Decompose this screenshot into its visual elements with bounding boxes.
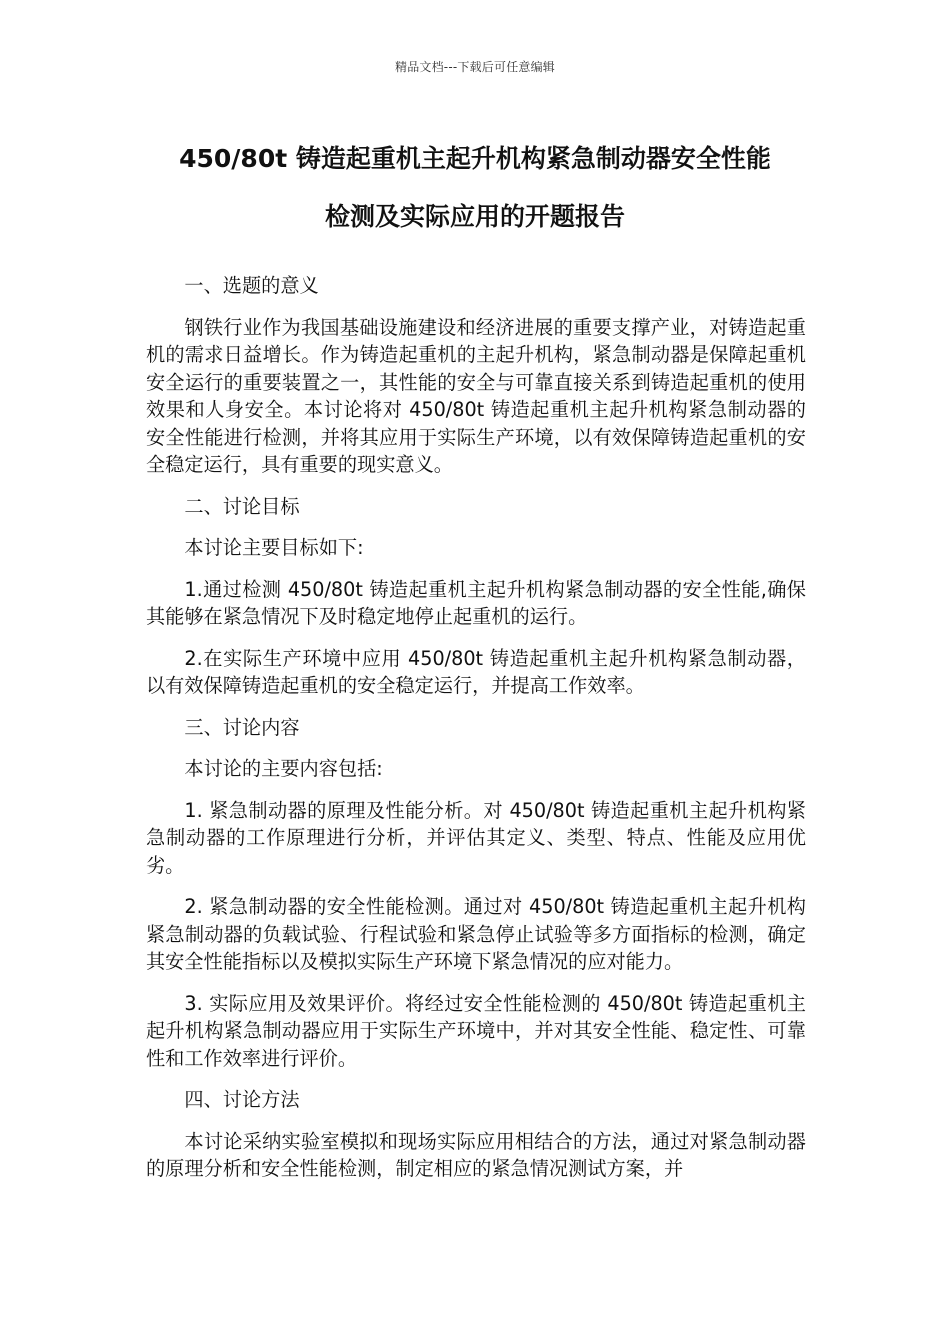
document-title-line-1: 450/80t 铸造起重机主起升机构紧急制动器安全性能 <box>179 144 771 173</box>
document-title-line-2: 检测及实际应用的开题报告 <box>324 202 625 231</box>
document-body <box>146 272 806 1197</box>
section-4-heading: 四、讨论方法 <box>184 1088 300 1111</box>
section-3-intro: 本讨论的主要内容包括: <box>184 757 383 780</box>
section-2-intro: 本讨论主要目标如下: <box>184 536 364 559</box>
section-3-item-3: 3. 实际应用及效果评价。将经过安全性能检测的 450/80t 铸造起重机主起升机构紧急制动器应用于实际生产环境中，并对其安全性能、稳定性、可靠性和工作效率进行评价。 <box>146 991 806 1070</box>
section-1-heading: 一、选题的意义 <box>184 274 319 297</box>
page-header: 精品文档---下载后可任意编辑 <box>395 60 555 74</box>
section-2-item-1: 1.通过检测 450/80t 铸造起重机主起升机构紧急制动器的安全性能,确保其能够在紧急情况下及时稳定地停止起重机的运行。 <box>146 577 806 628</box>
section-2-item-2: 2.在实际生产环境中应用 450/80t 铸造起重机主起升机构紧急制动器，以有效保障铸造起重机的安全稳定运行，并提高工作效率。 <box>146 646 806 697</box>
section-2-heading: 二、讨论目标 <box>184 494 300 518</box>
section-3-heading: 三、讨论内容 <box>184 715 300 739</box>
section-3-item-2: 2. 紧急制动器的安全性能检测。通过对 450/80t 铸造起重机主起升机构紧急制动器的负载试验、行程试验和紧急停止试验等多方面指标的检测，确定其安全性能指标以及模拟实际生产环境下紧急情况的应对能力。 <box>146 895 806 973</box>
section-3-item-1: 1. 紧急制动器的原理及性能分析。对 450/80t 铸造起重机主起升机构紧急制动器的工作原理进行分析，并评估其定义、类型、特点、性能及应用优劣。 <box>146 798 806 877</box>
section-4-paragraph: 本讨论采纳实验室模拟和现场实际应用相结合的方法，通过对紧急制动器的原理分析和安全性能检测，制定相应的紧急情况测试方案，并 <box>146 1129 806 1180</box>
section-1-paragraph: 钢铁行业作为我国基础设施建设和经济进展的重要支撑产业，对铸造起重机的需求日益增长。作为铸造起重机的主起升机构，紧急制动器是保障起重机安全运行的重要装置之一，其性能的安全与可靠直接关系到铸造起重机的使用效果和人身安全。本讨论将对 450/80t 铸造起重机主起升机构紧急制动器的安全性能进行检测，并将其应用于实际生产环境，以有效保障铸造起重机的安全稳定运行，具有重要的现实意义。 <box>146 315 806 476</box>
